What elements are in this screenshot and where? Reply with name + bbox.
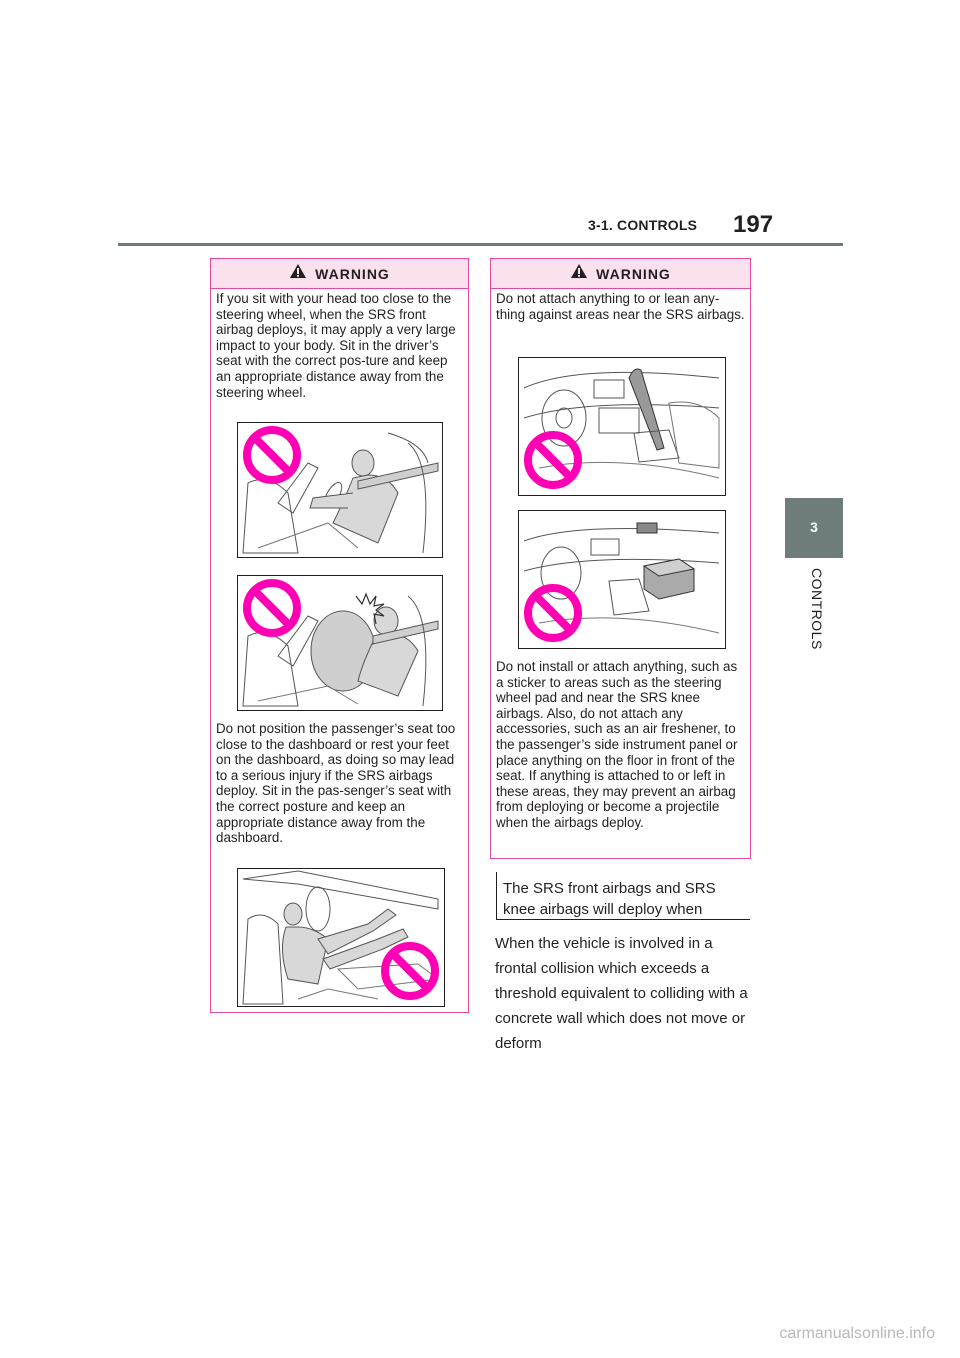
warning-header <box>491 259 750 289</box>
warning-text-2: Do not install or attach anything, such as a sticker to areas such as the steering wheel pad and near the SRS knee airbags. Also, do not attach any accessories, such as an air freshener, to the passenger’s side instrument panel or place anything on the floor in front of the seat. If anything is attached to or left in these areas, they may prevent an airbag from deploying or become a projectile when the airbags deploy. <box>496 659 738 830</box>
prohibition-icon <box>523 430 583 490</box>
warning-text-2: Do not position the passenger’s seat too close to the dashboard or rest your feet on the dashboard, as doing so may lead to a serious injury if the SRS airbags deploy. Sit in the pas-senger’s seat with the correct posture and keep an appropriate distance away from the dashboard. <box>216 721 456 846</box>
warning-header <box>211 259 468 289</box>
warning-triangle-icon <box>570 263 588 284</box>
section-title: 3-1. CONTROLS <box>588 217 698 233</box>
prohibition-icon <box>242 425 302 485</box>
body-paragraph: When the vehicle is involved in a frontal collision which exceeds a threshold equivalent to colliding with a concrete wall which does not move or deform <box>495 935 748 1052</box>
prohibition-icon <box>380 941 440 1001</box>
warning-text-1: If you sit with your head too close to the steering wheel, when the SRS front airbag deploys, it may apply a very large impact to your body. Sit in the driver’s seat with the correct pos-ture and keep an appropriate distance away from the steering wheel. <box>216 291 456 400</box>
warning-text-1: Do not attach anything to or lean any-thing against areas near the SRS airbags. <box>496 291 745 322</box>
warning-title: WARNING <box>315 265 390 282</box>
chapter-tab <box>785 498 843 558</box>
section-subheading: The SRS front airbags and SRS knee airbags will deploy when <box>496 872 750 920</box>
warning-title: WARNING <box>596 265 671 282</box>
warning-triangle-icon <box>289 263 307 284</box>
feet-on-dashboard-illustration <box>237 868 445 1007</box>
prohibition-icon <box>523 583 583 643</box>
prohibition-icon <box>242 578 302 638</box>
airbag-impact-illustration <box>237 575 443 711</box>
warning-box-right <box>490 258 751 859</box>
header-divider <box>118 243 843 246</box>
warning-box-left <box>210 258 469 1013</box>
chapter-number: 3 <box>810 519 818 535</box>
umbrella-against-airbag-illustration <box>518 357 726 496</box>
objects-on-dashboard-illustration <box>518 510 726 649</box>
watermark: carmanualsonline.info <box>779 1325 935 1342</box>
driver-too-close-illustration <box>237 422 443 558</box>
chapter-label: CONTROLS <box>809 568 825 650</box>
page-number: 197 <box>733 211 774 238</box>
